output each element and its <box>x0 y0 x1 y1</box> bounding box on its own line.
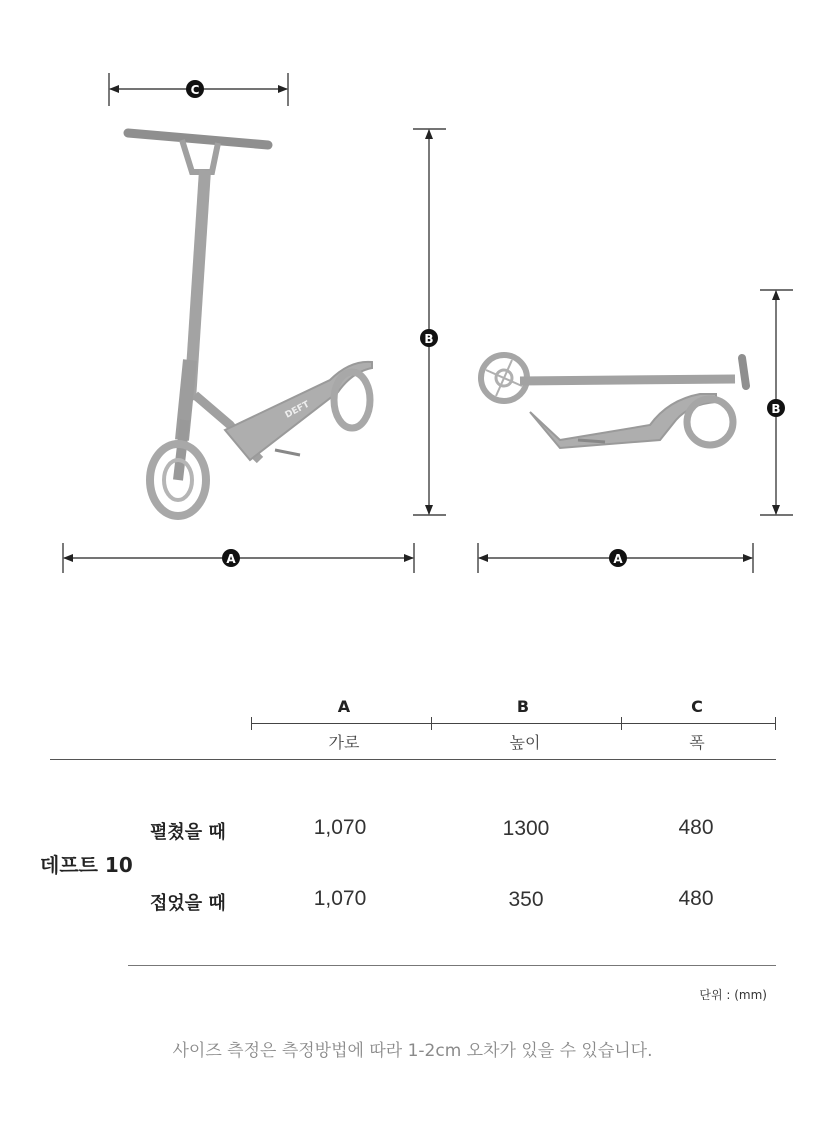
cell-unfolded-b: 1300 <box>502 817 550 840</box>
column-a-label: 가로 <box>328 733 360 752</box>
column-b-letter: B <box>516 697 530 716</box>
marker-a-label: A <box>226 552 236 566</box>
column-c-letter: C <box>691 697 703 716</box>
scale-tick <box>621 717 622 730</box>
measurement-note: 사이즈 측정은 측정방법에 따라 1-2cm 오차가 있을 수 있습니다. <box>172 1041 653 1061</box>
marker-c-label: C <box>190 83 200 97</box>
product-name: 데프트 10 <box>40 853 133 877</box>
marker-a-unfolded <box>222 549 240 567</box>
column-b-label: 높이 <box>509 733 541 752</box>
column-a-letter: A <box>337 697 351 716</box>
unfolded-scooter-image <box>128 133 372 516</box>
brand-logo: DEFT <box>283 399 312 421</box>
folded-scooter-image <box>481 355 746 448</box>
scale-tick <box>775 717 776 730</box>
marker-b-label: B <box>771 402 781 416</box>
row-label-folded: 접었을 때 <box>150 893 226 914</box>
cell-unfolded-a: 1,070 <box>313 816 367 839</box>
header-scale-line <box>251 723 776 724</box>
cell-unfolded-c: 480 <box>678 816 714 839</box>
unit-label: 단위 : (mm) <box>699 988 767 1002</box>
table-bottom-divider <box>128 965 776 966</box>
header-divider <box>50 759 776 760</box>
scale-tick <box>431 717 432 730</box>
cell-folded-b: 350 <box>508 888 544 911</box>
marker-b-folded <box>767 399 785 417</box>
scale-tick <box>251 717 252 730</box>
row-label-unfolded: 펼쳤을 때 <box>150 822 226 843</box>
marker-a-label: A <box>613 552 623 566</box>
marker-a-folded <box>609 549 627 567</box>
marker-b-unfolded <box>420 329 438 347</box>
cell-folded-a: 1,070 <box>313 887 367 910</box>
cell-folded-c: 480 <box>678 887 714 910</box>
marker-c-top <box>186 80 204 98</box>
column-c-label: 폭 <box>689 733 705 752</box>
marker-b-label: B <box>424 332 434 346</box>
